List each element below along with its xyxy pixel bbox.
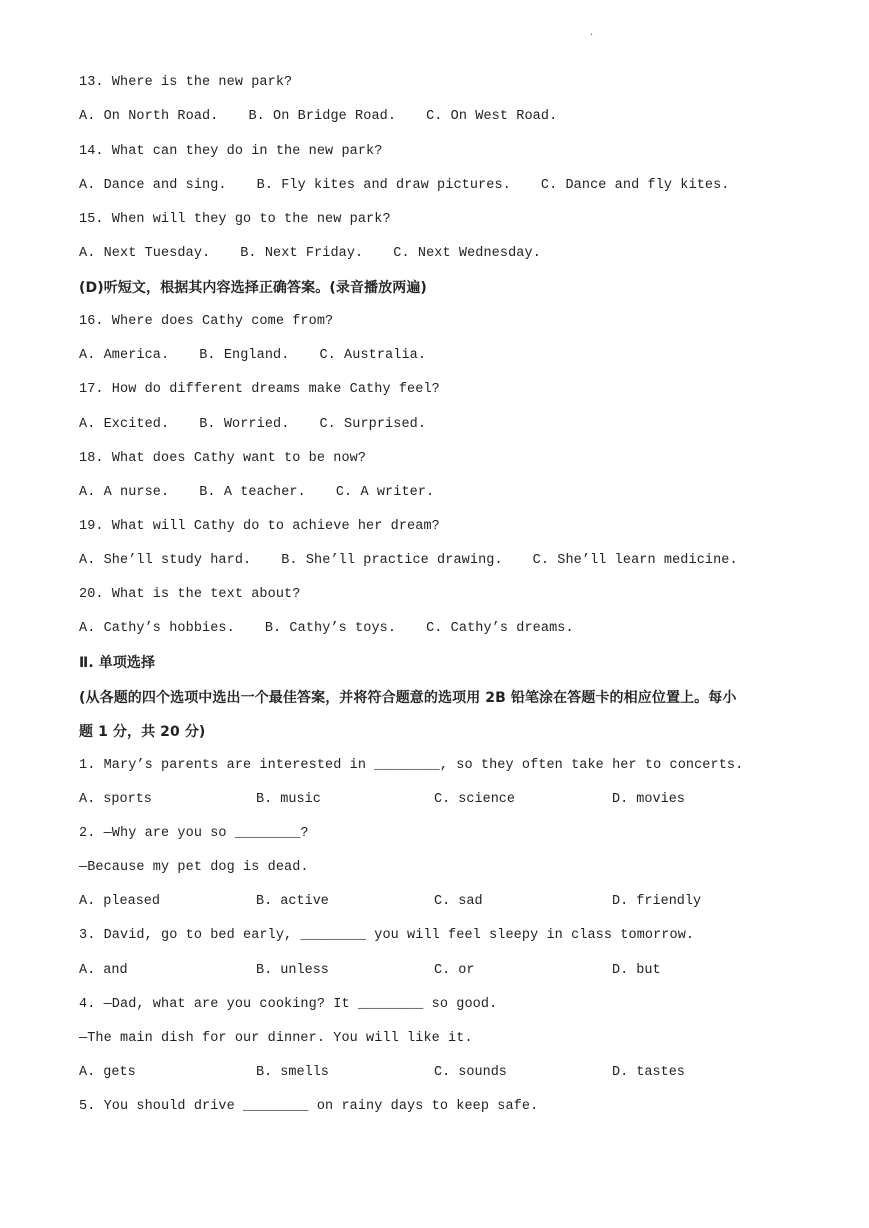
- question-15-stem: 15. When will they go to the new park?: [79, 212, 391, 227]
- q20-option-c[interactable]: C. Cathy’s dreams.: [426, 621, 574, 636]
- question-16-stem: 16. Where does Cathy come from?: [79, 314, 334, 329]
- mc-question-1-stem: 1. Mary’s parents are interested in ________, so they often take her to concerts.: [79, 758, 744, 773]
- mc1-option-a[interactable]: A. sports: [79, 792, 152, 807]
- question-19-stem: 19. What will Cathy do to achieve her dream?: [79, 519, 440, 534]
- q17-option-b[interactable]: B. Worried.: [199, 417, 290, 432]
- q15-option-c[interactable]: C. Next Wednesday.: [393, 246, 541, 261]
- mc4-option-a[interactable]: A. gets: [79, 1065, 136, 1080]
- mc3-option-a[interactable]: A. and: [79, 963, 128, 978]
- mc3-option-c[interactable]: C. or: [434, 963, 475, 978]
- q14-option-a[interactable]: A. Dance and sing.: [79, 178, 227, 193]
- q14-option-b[interactable]: B. Fly kites and draw pictures.: [256, 178, 511, 193]
- q18-option-a[interactable]: A. A nurse.: [79, 485, 170, 500]
- question-14-options: [79, 177, 849, 195]
- q17-option-c[interactable]: C. Surprised.: [319, 417, 427, 432]
- q18-option-c[interactable]: C. A writer.: [335, 485, 435, 500]
- question-20-options: [79, 620, 849, 638]
- q13-option-c[interactable]: C. On West Road.: [426, 109, 558, 124]
- q16-option-a[interactable]: A. America.: [79, 348, 170, 363]
- q13-option-a[interactable]: A. On North Road.: [79, 109, 219, 124]
- q15-option-b[interactable]: B. Next Friday.: [240, 246, 364, 261]
- mc-question-2-stem: 2. —Why are you so ________?: [79, 826, 309, 841]
- q15-option-a[interactable]: A. Next Tuesday.: [79, 246, 211, 261]
- mc2-option-d[interactable]: D. friendly: [612, 894, 702, 909]
- question-17-stem: 17. How do different dreams make Cathy feel?: [79, 382, 440, 397]
- part-2-title: Ⅱ. 单项选择: [79, 655, 156, 671]
- part-2-instruction-line-2: 题 1 分，共 20 分): [79, 724, 206, 740]
- q18-option-b[interactable]: B. A teacher.: [199, 485, 306, 500]
- mc3-option-d[interactable]: D. but: [612, 963, 661, 978]
- q19-option-c[interactable]: C. She’ll learn medicine.: [532, 553, 738, 568]
- question-14-stem: 14. What can they do in the new park?: [79, 144, 383, 159]
- question-18-options: [79, 484, 849, 502]
- question-13-options: [79, 108, 849, 126]
- q17-option-a[interactable]: A. Excited.: [79, 417, 170, 432]
- question-19-options: [79, 552, 849, 570]
- mc-question-4-reply: —The main dish for our dinner. You will like it.: [79, 1031, 473, 1046]
- q20-option-a[interactable]: A. Cathy’s hobbies.: [79, 621, 235, 636]
- mc4-option-b[interactable]: B. smells: [256, 1065, 329, 1080]
- header-mark: ·: [590, 30, 594, 41]
- q14-option-c[interactable]: C. Dance and fly kites.: [540, 178, 730, 193]
- mc2-option-a[interactable]: A. pleased: [79, 894, 161, 909]
- q20-option-b[interactable]: B. Cathy’s toys.: [264, 621, 397, 636]
- mc2-option-c[interactable]: C. sad: [434, 894, 483, 909]
- q16-option-b[interactable]: B. England.: [199, 348, 290, 363]
- section-d-heading: (D)听短文，根据其内容选择正确答案。(录音播放两遍): [79, 280, 427, 296]
- mc3-option-b[interactable]: B. unless: [256, 963, 329, 978]
- q13-option-b[interactable]: B. On Bridge Road.: [248, 109, 397, 124]
- mc1-option-d[interactable]: D. movies: [612, 792, 685, 807]
- q19-option-b[interactable]: B. She’ll practice drawing.: [281, 553, 503, 568]
- mc2-option-b[interactable]: B. active: [256, 894, 329, 909]
- question-16-options: [79, 347, 849, 365]
- mc-question-2-reply: —Because my pet dog is dead.: [79, 860, 309, 875]
- mc1-option-b[interactable]: B. music: [256, 792, 321, 807]
- mc1-option-c[interactable]: C. science: [434, 792, 516, 807]
- mc-question-5-stem: 5. You should drive ________ on rainy days to keep safe.: [79, 1099, 539, 1114]
- mc-question-3-stem: 3. David, go to bed early, ________ you will feel sleepy in class tomorrow.: [79, 928, 695, 943]
- q19-option-a[interactable]: A. She’ll study hard.: [79, 553, 252, 568]
- question-17-options: [79, 416, 849, 434]
- mc-question-4-stem: 4. —Dad, what are you cooking? It ________ so good.: [79, 997, 498, 1012]
- question-20-stem: 20. What is the text about?: [79, 587, 301, 602]
- mc4-option-d[interactable]: D. tastes: [612, 1065, 685, 1080]
- q16-option-c[interactable]: C. Australia.: [319, 348, 427, 363]
- question-15-options: [79, 245, 849, 263]
- mc4-option-c[interactable]: C. sounds: [434, 1065, 507, 1080]
- question-18-stem: 18. What does Cathy want to be now?: [79, 451, 367, 466]
- question-13-stem: 13. Where is the new park?: [79, 75, 293, 90]
- part-2-instruction-line-1: (从各题的四个选项中选出一个最佳答案，并将符合题意的选项用 2B 铅笔涂在答题卡的相应位置上。每小: [79, 690, 737, 706]
